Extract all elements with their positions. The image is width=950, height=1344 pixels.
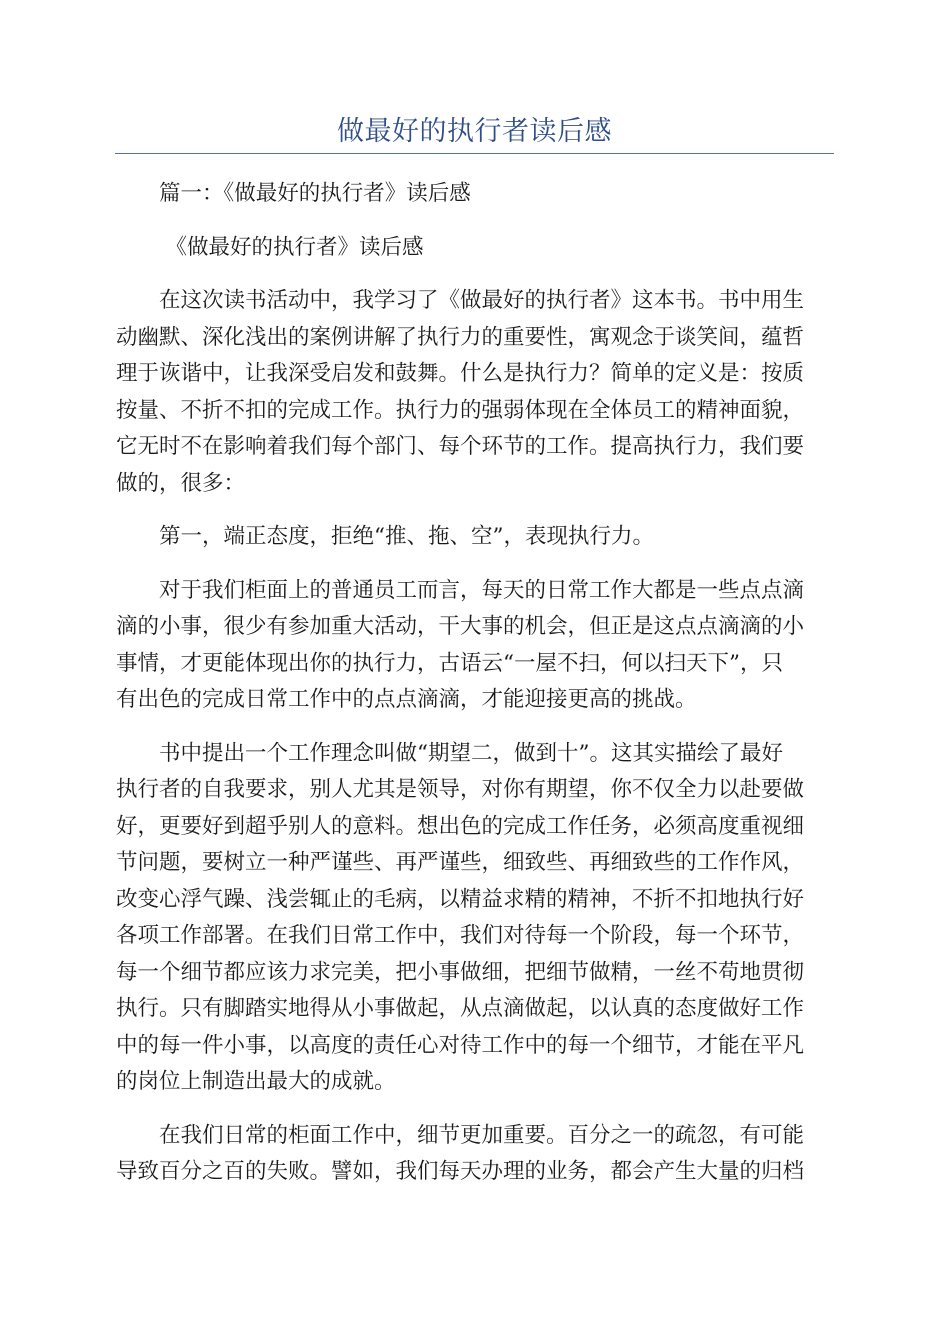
document-title: 做最好的执行者读后感	[337, 116, 612, 147]
paragraph-point-one: 第一，端正态度，拒绝“推、拖、空”，表现执行力。	[159, 524, 654, 549]
title-underline	[115, 153, 834, 154]
paragraph-expectation: 书中提出一个工作理念叫做“期望二，做到十”。这其实描绘了最好 执行者的自我要求，别人尤其是领导，对你有期望，你不仅全力以赴要做 好，更要好到超乎别人的意料。想出色的完成工作任务，必须高度重视细 节问题，要树立一种严谨些、再严谨些，细致些、再细致些的工作作风， 改变心浮气躁、浅尝辄止的毛病，以精益求精的精神，不折不扣地执行好 各项工作部署。在我们日常工作中，我们对待每一个阶段，每一个环节， 每一个细节都应该力求完美，把小事做细，把细节做精，一丝不苟地贯彻 执行。只有脚踏实地得从小事做起，从点滴做起，以认真的态度做好工作 中的每一件小事，以高度的责任心对待工作中的每一个细节，才能在平凡 的岗位上制造出最大的成就。	[116, 740, 805, 1094]
paragraph-daily-work: 对于我们柜面上的普通员工而言，每天的日常工作大都是一些点点滴 滴的小事，很少有参加重大活动，干大事的机会，但正是这点点滴滴的小 事情，才更能体现出你的执行力，古语云“一屋不扫，何以扫天下”，只 有出色的完成日常工作中的点点滴滴，才能迎接更高的挑战。	[116, 577, 805, 712]
book-title-line: 《做最好的执行者》读后感	[165, 234, 424, 260]
document-body	[116, 176, 833, 1208]
paragraph-intro: 在这次读书活动中，我学习了《做最好的执行者》这本书。书中用生 动幽默、深化浅出的案例讲解了执行力的重要性，寓观念于谈笑间，蕴哲 理于诙谐中，让我深受启发和鼓舞。什么是执行力？简单的定义是：按质 按量、不折不扣的完成工作。执行力的强弱体现在全体员工的精神面貌， 它无时不在影响着我们每个部门、每个环节的工作。提高执行力，我们要 做的，很多：	[116, 288, 805, 496]
section-heading: 篇一：《做最好的执行者》读后感	[159, 181, 471, 206]
paragraph-details: 在我们日常的柜面工作中，细节更加重要。百分之一的疏忽，有可能 导致百分之百的失败。譬如，我们每天办理的业务，都会产生大量的归档	[116, 1122, 805, 1184]
